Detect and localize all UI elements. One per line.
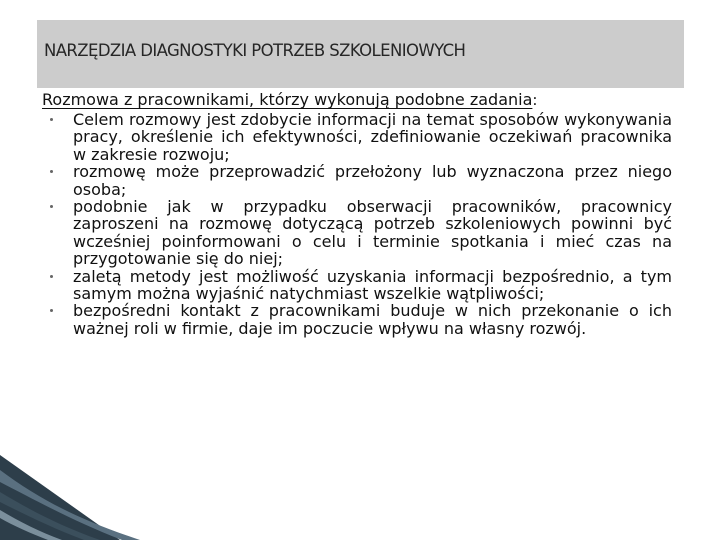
list-item-text: zaletą metody jest możliwość uzyskania informacji bezpośrednio, a tym samym można wyjaśnić natychmiast wszelkie wątpliwości; [73, 266, 672, 304]
list-item-text: rozmowę może przeprowadzić przełożony lub wyznaczona przez niego osoba; [73, 162, 672, 199]
bullet-icon [50, 205, 53, 208]
title-bar [37, 20, 684, 88]
list-item-text: bezpośredni kontakt z pracownikami buduje w nich przekonanie o ich ważnej roli w firmie, daje im poczucie wpływu na własny rozwój. [73, 301, 672, 338]
bullet-icon [50, 309, 53, 312]
list-item [42, 163, 672, 198]
bullet-icon [50, 118, 53, 121]
list-item-text: podobnie jak w przypadku obserwacji pracowników, pracownicy zaproszeni na rozmowę dotyczącą potrzeb szkoleniowych powinni być wcześniej poinformowani o celu i terminie spotkania i mieć czas na przygotowanie się do niej; [73, 197, 672, 269]
section-heading-colon: : [532, 91, 538, 109]
list-item [42, 111, 672, 163]
list-item-text: Celem rozmowy jest zdobycie informacji na temat sposobów wykonywania pracy, określenie ich efektywności, zdefiniowanie oczekiwań pracownika w zakresie rozwoju; [73, 110, 672, 164]
list-item [42, 302, 672, 337]
section-heading-text: Rozmowa z pracownikami, którzy wykonują podobne zadania [42, 90, 533, 109]
bullet-icon [50, 170, 53, 173]
bullet-list [42, 111, 672, 337]
section-heading [42, 90, 672, 110]
slide-title: NARZĘDZIA DIAGNOSTYKI POTRZEB SZKOLENIOWYCH [44, 41, 466, 60]
swoosh-decoration [0, 455, 140, 540]
list-item [42, 268, 672, 303]
list-item [42, 198, 672, 268]
slide-content [42, 90, 672, 337]
bullet-icon [50, 275, 53, 278]
